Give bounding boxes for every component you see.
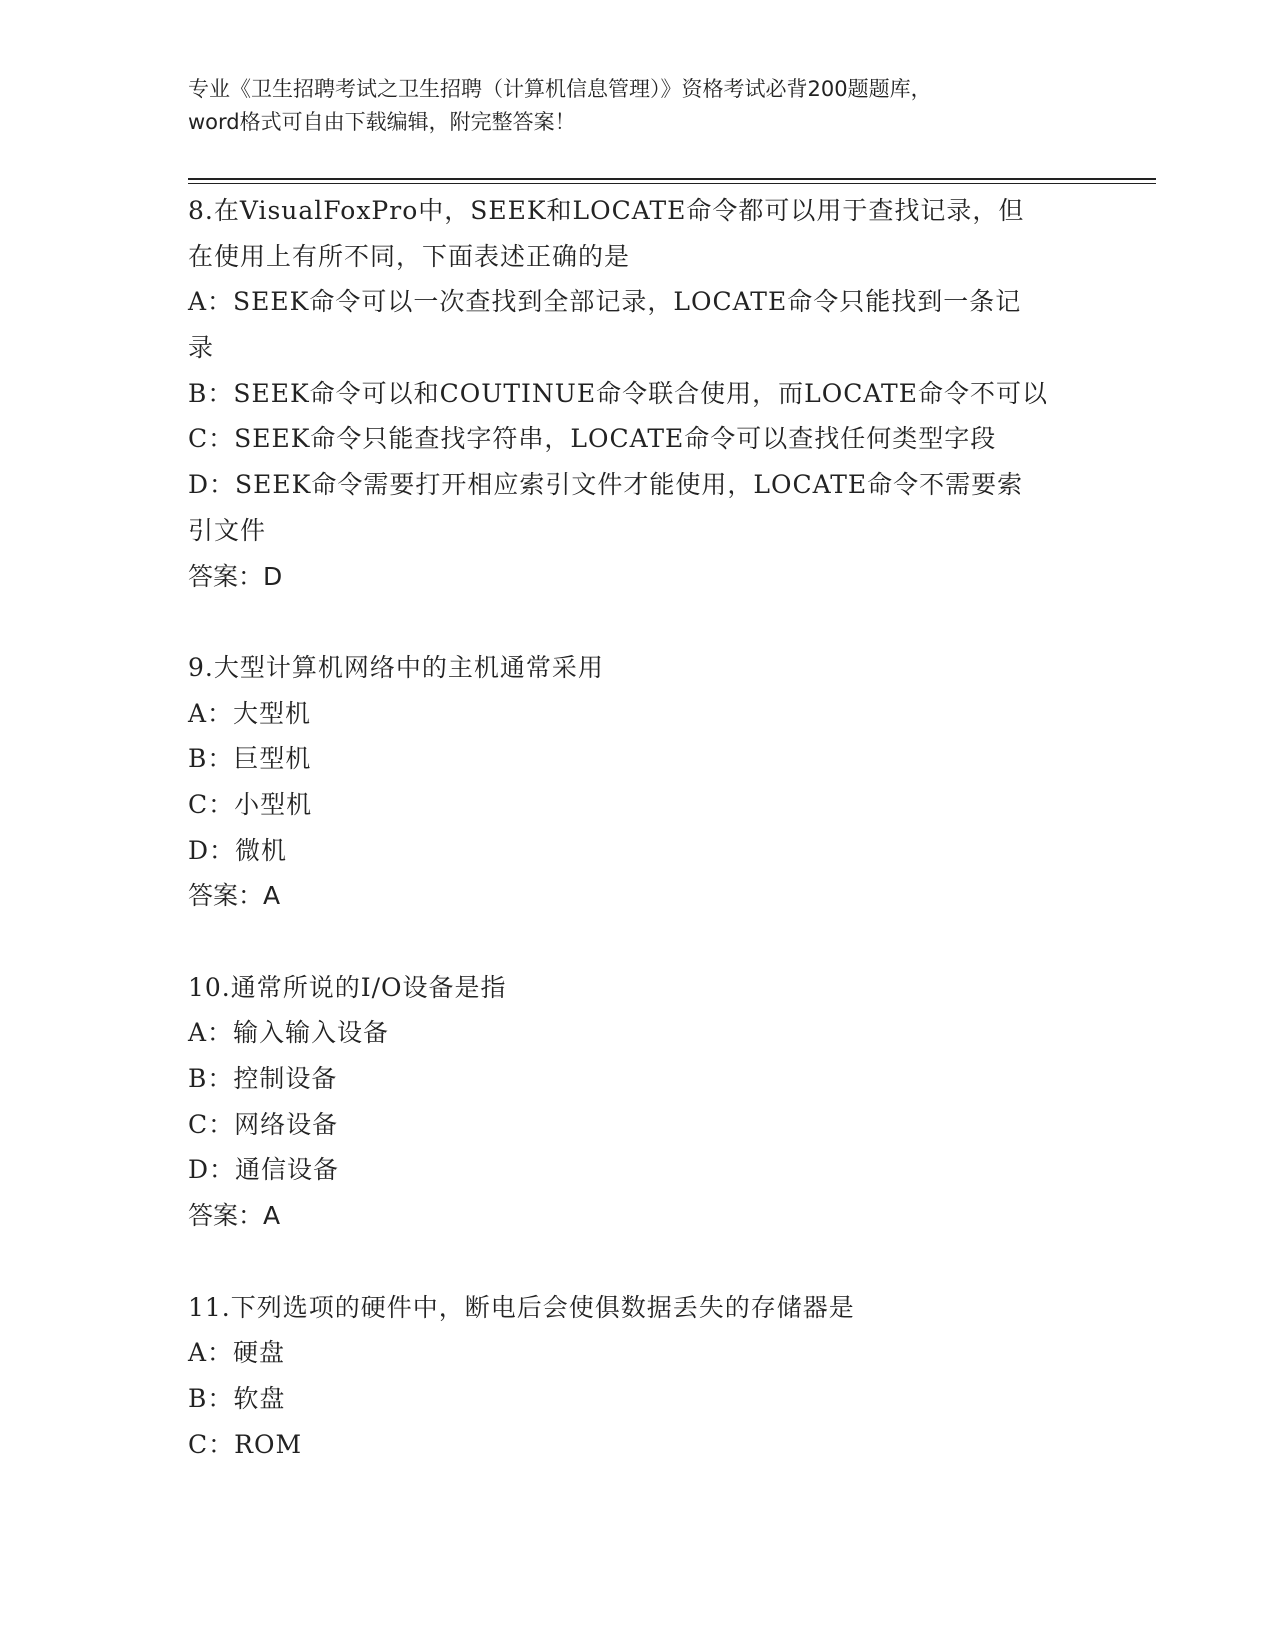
spacer — [188, 919, 1088, 965]
option-a: A：大型机 — [188, 698, 312, 728]
answer-label: 答案：A — [188, 1201, 281, 1231]
spacer — [188, 599, 1088, 645]
answer-label: 答案：D — [188, 561, 283, 591]
option-d: D：通信设备 — [188, 1155, 340, 1185]
question-text: 11.下列选项的硬件中，断电后会使俱数据丢失的存储器是 — [188, 1292, 855, 1322]
question-text: 10.通常所说的I/O设备是指 — [188, 972, 507, 1002]
answer-label: 答案：A — [188, 881, 281, 911]
header-divider-thin — [188, 183, 1156, 184]
header-divider-thick — [188, 178, 1156, 180]
option-b: B：控制设备 — [188, 1064, 338, 1094]
option-a: A：SEEK命令可以一次查找到全部记录，LOCATE命令只能找到一条记 — [188, 287, 1022, 317]
question-block — [188, 965, 1088, 1239]
question-list — [188, 188, 1088, 1467]
option-a-continued: 录 — [188, 333, 215, 363]
document-header — [188, 73, 1088, 139]
spacer — [188, 1239, 1088, 1285]
question-block — [188, 1285, 1088, 1468]
option-a: A：硬盘 — [188, 1338, 286, 1368]
option-a: A：输入输入设备 — [188, 1018, 390, 1048]
option-d-continued: 引文件 — [188, 515, 267, 545]
option-b: B：软盘 — [188, 1383, 286, 1413]
option-b: B：巨型机 — [188, 744, 312, 774]
option-c: C：SEEK命令只能查找字符串，LOCATE命令可以查找任何类型字段 — [188, 424, 997, 454]
header-line-2: word格式可自由下载编辑，附完整答案！ — [188, 110, 576, 134]
question-text: 在使用上有所不同，下面表述正确的是 — [188, 241, 631, 271]
question-text: 8.在VisualFoxPro中，SEEK和LOCATE命令都可以用于查找记录，但 — [188, 196, 1025, 225]
option-c: C：网络设备 — [188, 1109, 339, 1139]
question-text: 9.大型计算机网络中的主机通常采用 — [188, 652, 604, 682]
option-b: B：SEEK命令可以和COUTINUE命令联合使用，而LOCATE命令不可以 — [188, 378, 1048, 408]
option-d: D：SEEK命令需要打开相应索引文件才能使用，LOCATE命令不需要索 — [188, 470, 1024, 500]
question-block — [188, 188, 1088, 599]
question-block — [188, 645, 1088, 919]
option-c: C：小型机 — [188, 789, 313, 819]
option-d: D：微机 — [188, 835, 288, 865]
option-c: C：ROM — [188, 1429, 303, 1459]
header-line-1: 专业《卫生招聘考试之卫生招聘（计算机信息管理）》资格考试必背200题题库， — [188, 77, 932, 101]
